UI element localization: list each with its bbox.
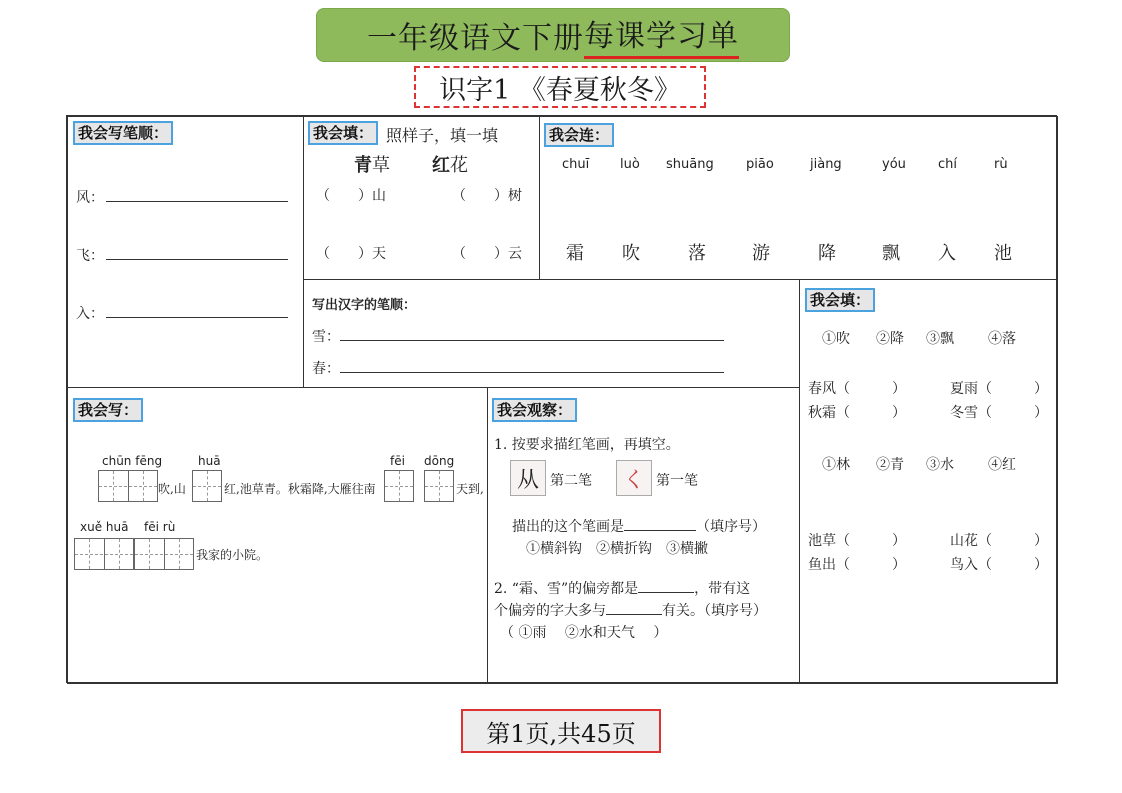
stroke-char-box: く (616, 460, 652, 496)
cell-write (67, 387, 488, 684)
page-indicator: 第1页,共45页 (461, 709, 661, 753)
stroke-item-fei: 飞： (76, 248, 104, 264)
pinyin: dōng (424, 454, 455, 468)
pair-blank[interactable]: 池草（ ） (808, 533, 906, 549)
tianzi-grid[interactable] (134, 538, 194, 570)
tag-fill-2: 我会填： (805, 288, 875, 312)
answer-line[interactable] (340, 372, 724, 373)
tianzi-grid[interactable] (192, 470, 222, 502)
pair-blank[interactable]: 山花（ ） (950, 533, 1048, 549)
stroke-label: 第二笔 (550, 473, 592, 489)
pinyin-item[interactable]: shuāng (666, 157, 714, 172)
tag-stroke-order: 我会写笔顺： (73, 121, 173, 145)
write-order-chun: 春： (312, 361, 340, 377)
answer-line[interactable] (106, 259, 288, 260)
pinyin: chūn fēng (102, 454, 163, 468)
pair-blank[interactable]: 冬雪（ ） (950, 405, 1048, 421)
q2-options: （ ①雨 ②水和天气 ） (500, 625, 668, 641)
pinyin: huā (198, 454, 221, 468)
text-fragment: 我家的小院。 (196, 548, 269, 562)
cell-fill-2 (799, 279, 1058, 684)
text-fragment: 天到, (456, 482, 484, 496)
pinyin-item[interactable]: yóu (882, 157, 906, 172)
option: ③飘 (926, 331, 954, 347)
title-part2: 每课学习单 (584, 11, 739, 59)
question-2-cont[interactable]: 个偏旁的字大多与 有关。（填序号） (494, 603, 767, 619)
cell-write-order (303, 279, 800, 388)
stroke-char-box: 从 (510, 460, 546, 496)
option: ④落 (988, 331, 1016, 347)
example-2: 红花 (432, 155, 468, 176)
tag-write: 我会写： (73, 398, 143, 422)
tianzi-grid[interactable] (424, 470, 454, 502)
fill-blank[interactable]: （ ）树 (452, 188, 522, 204)
cell-fill-example (303, 116, 540, 280)
stroke-item-feng: 风： (76, 190, 104, 206)
option: ①吹 (822, 331, 850, 347)
tag-observe: 我会观察： (492, 398, 577, 422)
fill-blank[interactable]: （ ）山 (316, 188, 386, 204)
stroke-item-ru: 入： (76, 306, 104, 322)
answer-line[interactable] (106, 201, 288, 202)
title-banner (316, 8, 790, 62)
stroke-label: 第一笔 (656, 473, 698, 489)
text-fragment: 吹,山 (158, 482, 186, 496)
char-item[interactable]: 游 (752, 243, 770, 264)
pinyin-item[interactable]: chí (938, 157, 957, 172)
cell-connect (539, 116, 1058, 280)
char-item[interactable]: 入 (938, 243, 956, 264)
pair-blank[interactable]: 鸟入（ ） (950, 557, 1048, 573)
write-order-heading: 写出汉字的笔顺： (312, 298, 417, 313)
title-part1: 一年级语文下册 (367, 21, 584, 56)
char-item[interactable]: 飘 (882, 243, 900, 264)
option: ①林 (822, 457, 850, 473)
pinyin: fēi (390, 454, 405, 468)
tianzi-grid[interactable] (74, 538, 134, 570)
tianzi-grid[interactable] (384, 470, 414, 502)
tianzi-grid[interactable] (98, 470, 158, 502)
char-item[interactable]: 吹 (622, 243, 640, 264)
option: ②降 (876, 331, 904, 347)
pair-blank[interactable]: 夏雨（ ） (950, 381, 1048, 397)
pair-blank[interactable]: 鱼出（ ） (808, 557, 906, 573)
char-item[interactable]: 霜 (566, 243, 584, 264)
write-order-xue: 雪： (312, 329, 340, 345)
char-item[interactable]: 降 (818, 243, 836, 264)
pinyin-item[interactable]: jiàng (810, 157, 842, 172)
answer-line[interactable] (340, 340, 724, 341)
option: ③水 (926, 457, 954, 473)
answer-line[interactable] (106, 317, 288, 318)
char-item[interactable]: 池 (994, 243, 1012, 264)
lesson-subtitle: 识字1 《春夏秋冬》 (414, 66, 706, 108)
q1-options: ①横斜钩 ②横折钩 ③横撇 (526, 541, 708, 557)
fill-blank[interactable]: （ ）天 (316, 246, 386, 262)
example-1: 青草 (354, 155, 390, 176)
pinyin: xuě huā (80, 520, 129, 534)
text-fragment: 红,池草青。秋霜降,大雁往南 (224, 482, 376, 496)
q1-blank-line[interactable]: 描出的这个笔画是 （填序号） (512, 519, 766, 535)
option: ④红 (988, 457, 1016, 473)
tag-fill-example: 我会填： (308, 121, 378, 145)
cell-observe (487, 387, 800, 684)
worksheet-grid (66, 115, 1057, 683)
tag-connect: 我会连： (544, 123, 614, 147)
cell-stroke-order (67, 116, 304, 388)
pinyin: fēi rù (144, 520, 176, 534)
fill-instruction: 照样子，填一填 (386, 126, 499, 145)
pinyin-item[interactable]: luò (620, 157, 640, 172)
pair-blank[interactable]: 春风（ ） (808, 381, 906, 397)
char-item[interactable]: 落 (688, 243, 706, 264)
question-1: 1. 按要求描红笔画，再填空。 (494, 437, 680, 453)
question-2[interactable]: 2. “霜、雪”的偏旁都是 ，带有这 (494, 581, 751, 597)
pinyin-item[interactable]: chuī (562, 157, 590, 172)
fill-blank[interactable]: （ ）云 (452, 246, 522, 262)
pinyin-item[interactable]: piāo (746, 157, 774, 172)
pinyin-item[interactable]: rù (994, 157, 1008, 172)
option: ②青 (876, 457, 904, 473)
pair-blank[interactable]: 秋霜（ ） (808, 405, 906, 421)
